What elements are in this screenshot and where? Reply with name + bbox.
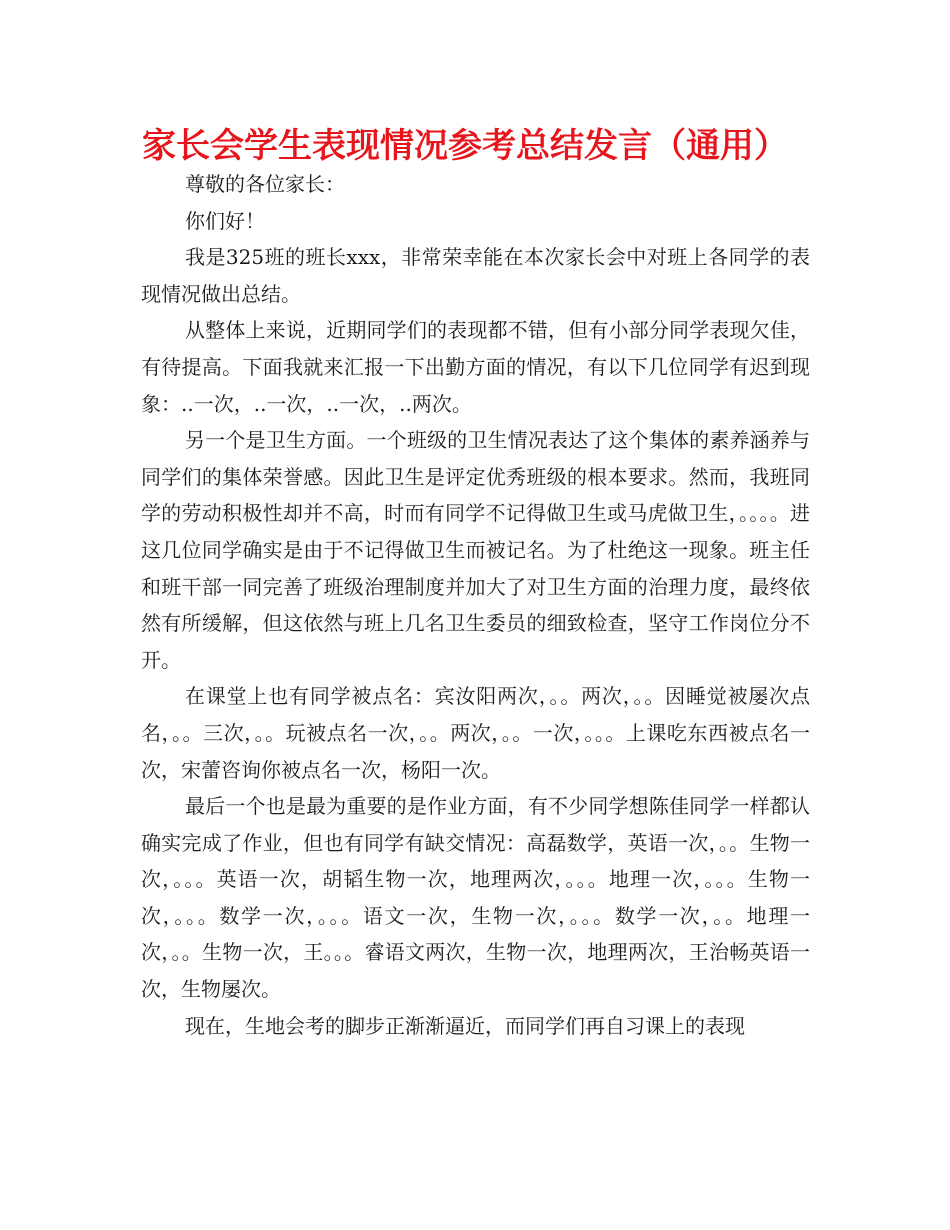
paragraph-intro: 我是325班的班长xxx，非常荣幸能在本次家长会中对班上各同学的表现情况做出总结。 bbox=[141, 245, 810, 306]
paragraph-now: 现在，生地会考的脚步正渐渐逼近，而同学们再自习课上的表现 bbox=[185, 1013, 745, 1038]
document-title: 家长会学生表现情况参考总结发言（通用） bbox=[142, 126, 788, 166]
paragraph-attendance: 从整体上来说，近期同学们的表现都不错，但有小部分同学表现欠佳，有待提高。下面我就来汇报一下出勤方面的情况，有以下几位同学有迟到现象：..一次，..一次，..一次，..两次。 bbox=[141, 318, 810, 416]
paragraph-homework: 最后一个也是最为重要的是作业方面，有不少同学想陈佳同学一样都认确实完成了作业，但也有同学有缺交情况：高磊数学，英语一次，。。生物一次，。。。英语一次，胡韬生物一次，地理两次，。。。地理一次，。。。生物一次，。。。数学一次，。。。语文一次，生物一次，。。。数学一次，。。地理一次，。。生物一次，王。。。睿语文两次，生物一次，地理两次，王治畅英语一次，生物屡次。 bbox=[141, 794, 810, 1002]
paragraph-hello: 你们好！ bbox=[185, 208, 265, 233]
document-body bbox=[141, 166, 810, 1044]
paragraph-classroom: 在课堂上也有同学被点名：宾汝阳两次，。。两次，。。因睡觉被屡次点名，。。三次，。。玩被点名一次，。。两次，。。一次，。。。上课吃东西被点名一次，宋蕾咨询你被点名一次，杨阳一次。 bbox=[141, 684, 810, 782]
paragraph-hygiene: 另一个是卫生方面。一个班级的卫生情况表达了这个集体的素养涵养与同学们的集体荣誉感。因此卫生是评定优秀班级的根本要求。然而，我班同学的劳动积极性却并不高，时而有同学不记得做卫生或马虎做卫生，。。。。进这几位同学确实是由于不记得做卫生而被记名。为了杜绝这一现象。班主任和班干部一同完善了班级治理制度并加大了对卫生方面的治理力度，最终依然有所缓解，但这依然与班上几名卫生委员的细致检查，坚守工作岗位分不开。 bbox=[141, 428, 810, 672]
paragraph-greeting: 尊敬的各位家长： bbox=[185, 172, 345, 196]
